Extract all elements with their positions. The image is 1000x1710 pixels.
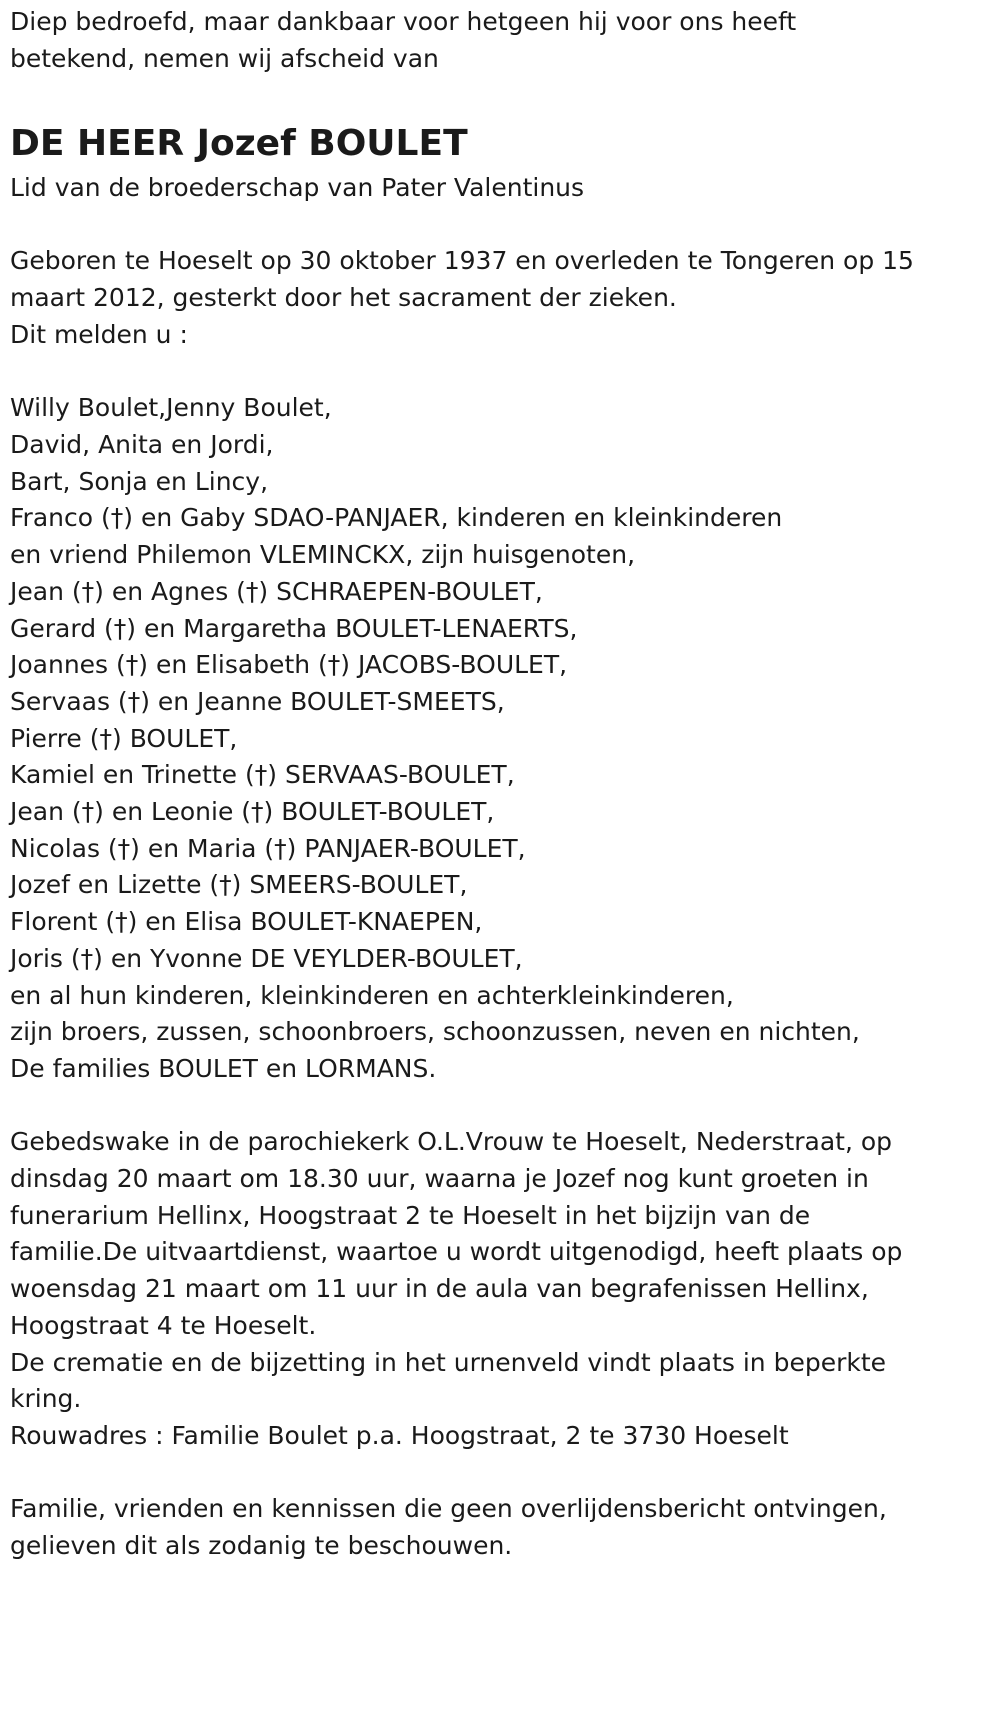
family-line: zijn broers, zussen, schoonbroers, schoonzussen, neven en nichten, <box>10 1017 860 1047</box>
closing-line: Familie, vrienden en kennissen die geen overlijdensbericht ontvingen, <box>10 1494 887 1524</box>
family-line: Nicolas (†) en Maria (†) PANJAER-BOULET, <box>10 833 526 863</box>
family-line: en al hun kinderen, kleinkinderen en achterkleinkinderen, <box>10 980 734 1010</box>
family-line: Joannes (†) en Elisabeth (†) JACOBS-BOULET, <box>10 650 568 680</box>
ceremony-line: funerarium Hellinx, Hoogstraat 2 te Hoeselt in het bijzijn van de <box>10 1200 811 1230</box>
ceremony-line: woensdag 21 maart om 11 uur in de aula van begrafenissen Hellinx, <box>10 1274 869 1304</box>
ceremony-line: familie.De uitvaartdienst, waartoe u wordt uitgenodigd, heeft plaats op <box>10 1237 903 1267</box>
family-list <box>10 390 970 1087</box>
birth-death-line: Dit melden u : <box>10 319 188 349</box>
family-line: Jozef en Lizette (†) SMEERS-BOULET, <box>10 870 468 900</box>
family-line: David, Anita en Jordi, <box>10 429 274 459</box>
family-line: Jean (†) en Agnes (†) SCHRAEPEN-BOULET, <box>10 576 543 606</box>
spacer <box>10 207 970 244</box>
intro-section <box>10 4 970 77</box>
birth-death-line: maart 2012, gesterkt door het sacrament der zieken. <box>10 283 677 313</box>
spacer <box>10 354 970 391</box>
ceremony-line: Gebedswake in de parochiekerk O.L.Vrouw te Hoeselt, Nederstraat, op <box>10 1127 893 1157</box>
birth-death-section <box>10 243 970 353</box>
intro-line: Diep bedroefd, maar dankbaar voor hetgeen hij voor ons heeft <box>10 7 797 36</box>
closing-section <box>10 1491 970 1564</box>
family-line: Bart, Sonja en Lincy, <box>10 466 269 496</box>
family-line: Servaas (†) en Jeanne BOULET-SMEETS, <box>10 686 505 716</box>
family-line: Kamiel en Trinette (†) SERVAAS-BOULET, <box>10 760 515 790</box>
ceremony-line: De crematie en de bijzetting in het urnenveld vindt plaats in beperkte <box>10 1347 887 1377</box>
family-line: en vriend Philemon VLEMINCKX, zijn huisgenoten, <box>10 540 636 570</box>
family-line: Joris (†) en Yvonne DE VEYLDER-BOULET, <box>10 943 523 973</box>
family-line: Gerard (†) en Margaretha BOULET-LENAERTS, <box>10 613 578 643</box>
family-line: De families BOULET en LORMANS. <box>10 1053 437 1083</box>
ceremony-section <box>10 1124 970 1454</box>
ceremony-line: dinsdag 20 maart om 18.30 uur, waarna je Jozef nog kunt groeten in <box>10 1164 869 1194</box>
birth-death-line: Geboren te Hoeselt op 30 oktober 1937 en overleden te Tongeren op 15 <box>10 246 914 276</box>
ceremony-line: Hoogstraat 4 te Hoeselt. <box>10 1310 317 1340</box>
spacer <box>10 1088 970 1125</box>
mourning-address: Rouwadres : Familie Boulet p.a. Hoogstraat, 2 te 3730 Hoeselt <box>10 1420 789 1450</box>
family-line: Willy Boulet,Jenny Boulet, <box>10 393 332 423</box>
family-line: Pierre (†) BOULET, <box>10 723 238 753</box>
deceased-name: DE HEER Jozef BOULET <box>10 123 468 165</box>
ceremony-line: kring. <box>10 1384 82 1414</box>
spacer <box>10 77 970 114</box>
family-line: Jean (†) en Leonie (†) BOULET-BOULET, <box>10 797 495 827</box>
closing-line: gelieven dit als zodanig te beschouwen. <box>10 1531 513 1561</box>
spacer <box>10 1455 970 1492</box>
intro-line: betekend, nemen wij afscheid van <box>10 43 439 73</box>
family-line: Franco (†) en Gaby SDAO-PANJAER, kinderen en kleinkinderen <box>10 503 783 533</box>
family-line: Florent (†) en Elisa BOULET-KNAEPEN, <box>10 907 483 937</box>
subtitle: Lid van de broederschap van Pater Valentinus <box>10 173 585 203</box>
